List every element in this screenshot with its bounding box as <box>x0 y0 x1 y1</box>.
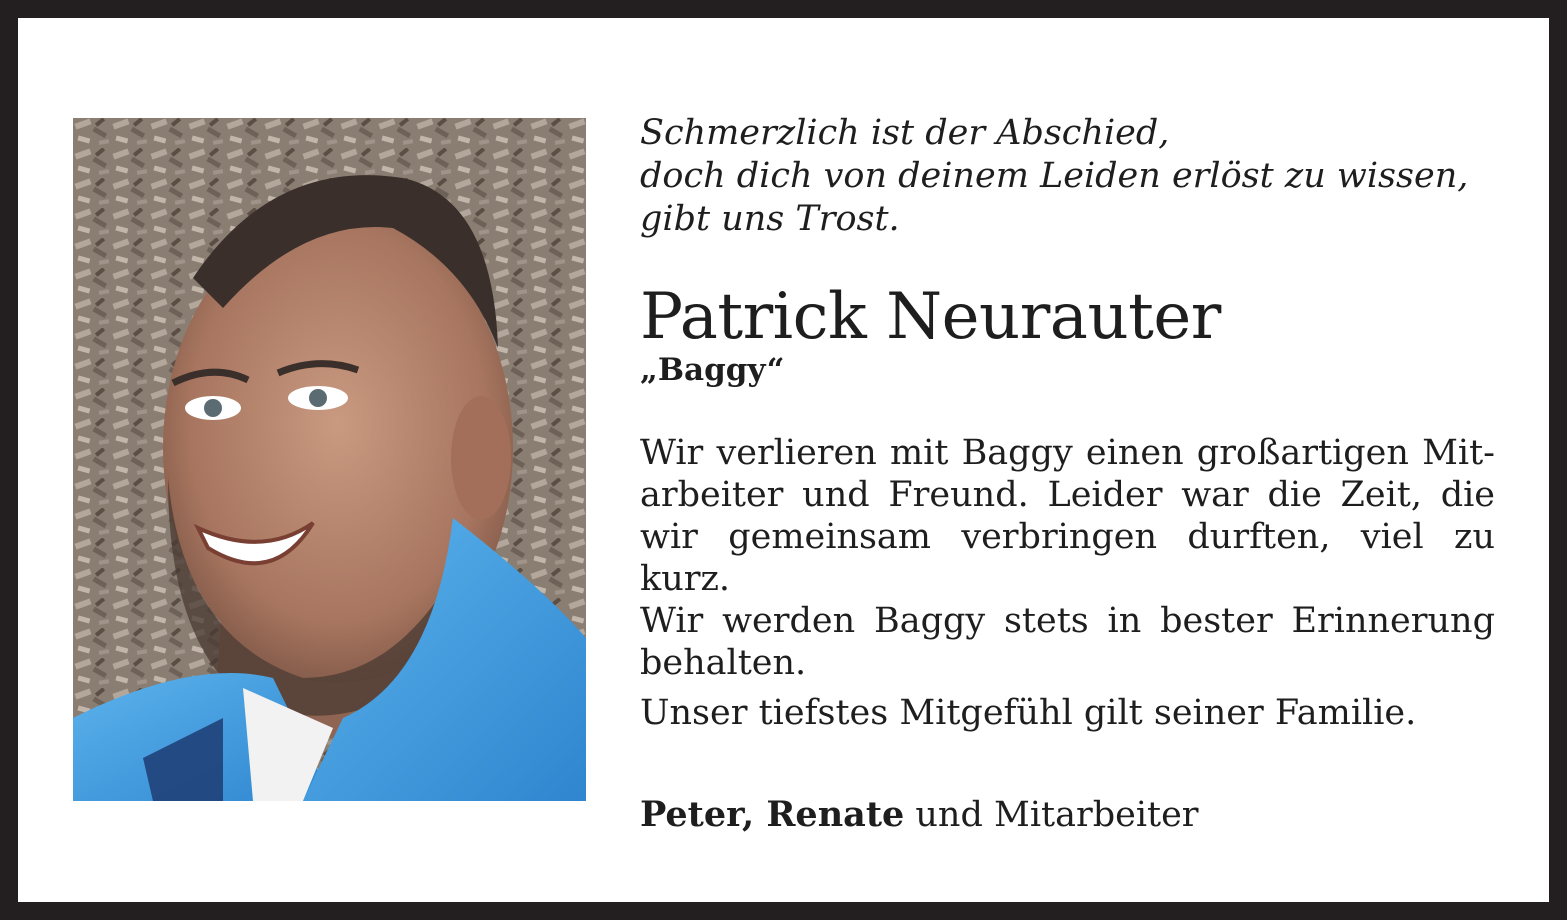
quote-line: doch dich von deinem Leiden erlöst zu wissen, <box>640 156 1469 196</box>
portrait-photo <box>73 118 586 801</box>
signature-names: Peter, Renate <box>640 794 905 835</box>
condolence-text: Unser tiefstes Mitgefühl gilt seiner Familie. <box>640 693 1417 733</box>
deceased-nickname: „Baggy“ <box>640 352 785 388</box>
signature-rest: und Mitarbeiter <box>904 795 1199 835</box>
signature <box>640 794 1495 836</box>
message-line: Wir verlieren mit Baggy einen großartigen Mit- <box>640 433 1495 473</box>
message-line: arbeiter und Freund. Leider war die Zeit, die <box>640 475 1495 515</box>
obituary-text <box>640 112 1495 836</box>
message-line: behalten. <box>640 643 807 683</box>
deceased-name: Patrick Neurauter <box>640 280 1221 354</box>
quote-line: gibt uns Trost. <box>640 199 900 239</box>
quote-line: Schmerzlich ist der Abschied, <box>640 113 1170 153</box>
message-line: wir gemeinsam verbringen durften, viel zu kurz. <box>640 517 1495 599</box>
message-paragraph <box>640 432 1495 684</box>
message-line: Wir werden Baggy stets in bester Erinnerung <box>640 601 1495 641</box>
farewell-quote <box>640 112 1495 241</box>
